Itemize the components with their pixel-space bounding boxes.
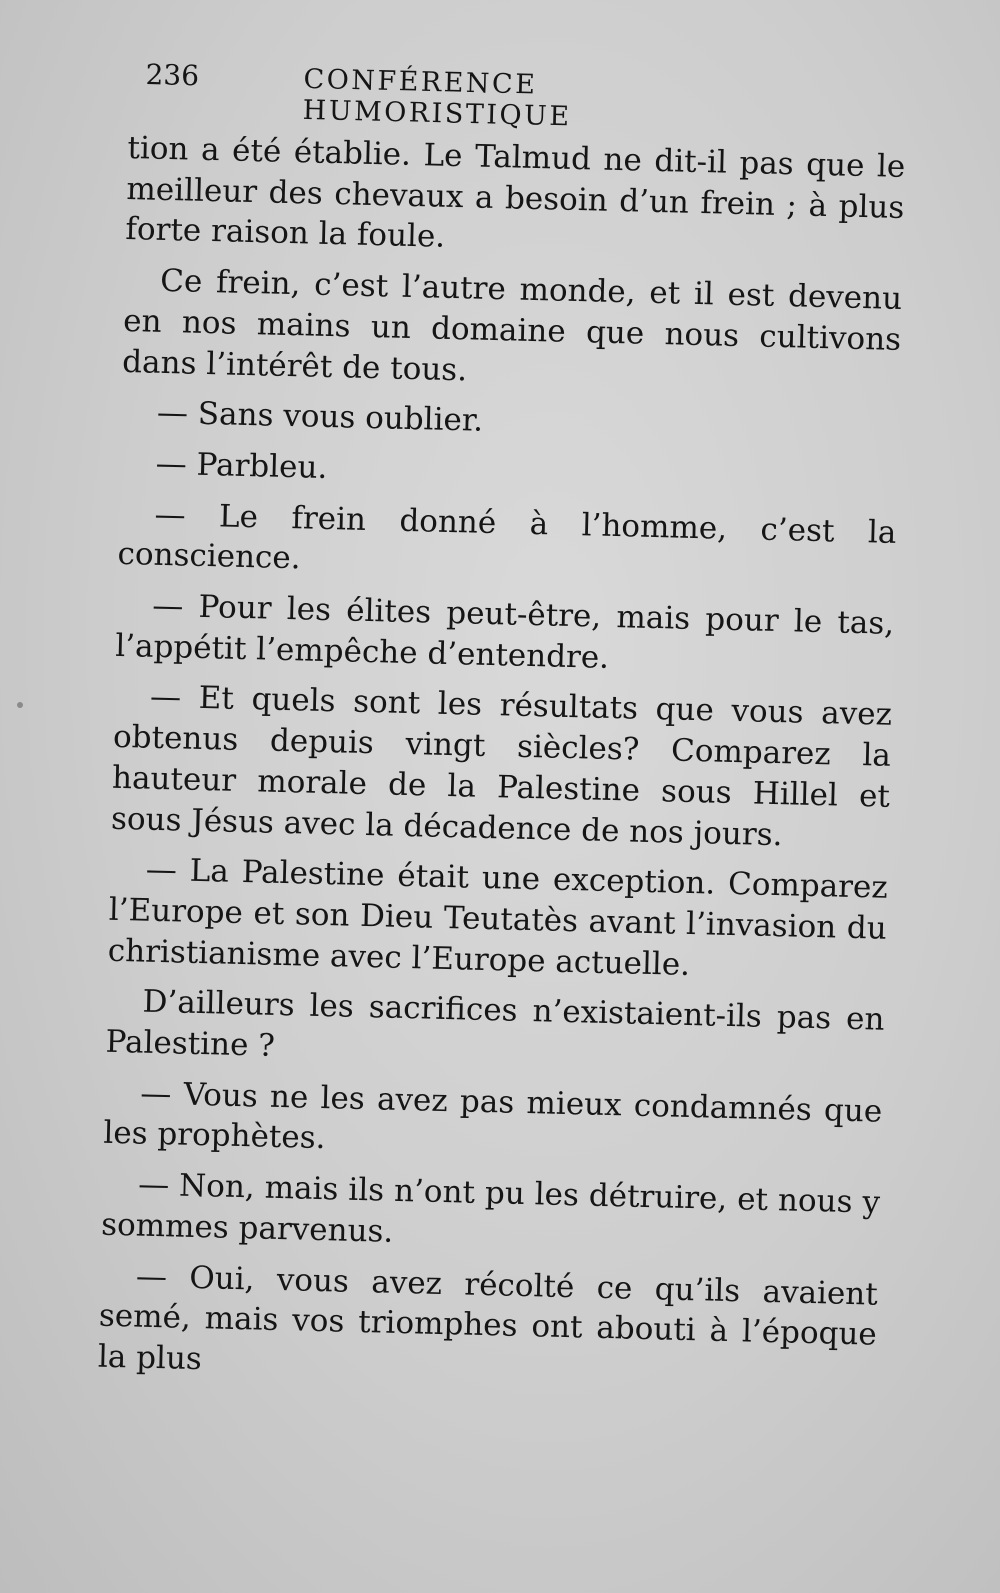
dialogue-line: — Parbleu. bbox=[155, 445, 328, 486]
paper-speck bbox=[17, 702, 23, 708]
dialogue-line: — La Palestine était une exception. Comparez l’Europe et son Dieu Teutatès avant l’invasion du christianisme avec l’Europe actuelle. bbox=[107, 851, 889, 983]
dialogue-line: — Pour les élites peut-être, mais pour le tas, l’appétit l’empêche d’entendre. bbox=[114, 587, 895, 676]
dialogue-line: — Sans vous oublier. bbox=[156, 395, 484, 439]
running-title: CONFÉRENCE HUMORISTIQUE bbox=[302, 63, 572, 133]
paragraph: D’ailleurs les sacrifices n’existaient-ils pas en Palestine ? bbox=[105, 983, 885, 1064]
page-header bbox=[145, 58, 786, 133]
dialogue-line: — Et quels sont les résultats que vous avez obtenus depuis vingt siècles? Comparez la hauteur morale de la Palestine sous Hillel et sous Jésus avec la décadence de nos jours. bbox=[110, 679, 893, 853]
dialogue-line: — Le frein donné à l’homme, c’est la conscience. bbox=[117, 496, 897, 577]
page-body bbox=[97, 128, 906, 1406]
dialogue-line: — Vous ne les avez pas mieux condamnés que les prophètes. bbox=[102, 1075, 883, 1157]
page-number: 236 bbox=[145, 58, 200, 93]
dialogue-line: — Oui, vous avez récolté ce qu’ils avaient semé, mais vos triomphes ont abouti à l’époque la plus bbox=[97, 1258, 879, 1378]
dialogue-line: — Non, mais ils n’ont pu les détruire, et nous y sommes parvenus. bbox=[100, 1166, 881, 1250]
paragraph: Ce frein, c’est l’autre monde, et il est devenu en nos mains un domaine que nous cultivons dans l’intérêt de tous. bbox=[121, 262, 903, 388]
paragraph: tion a été établie. Le Talmud ne dit-il pas que le meilleur des chevaux a besoin d’un frein ; à plus forte raison la foule. bbox=[125, 129, 906, 256]
